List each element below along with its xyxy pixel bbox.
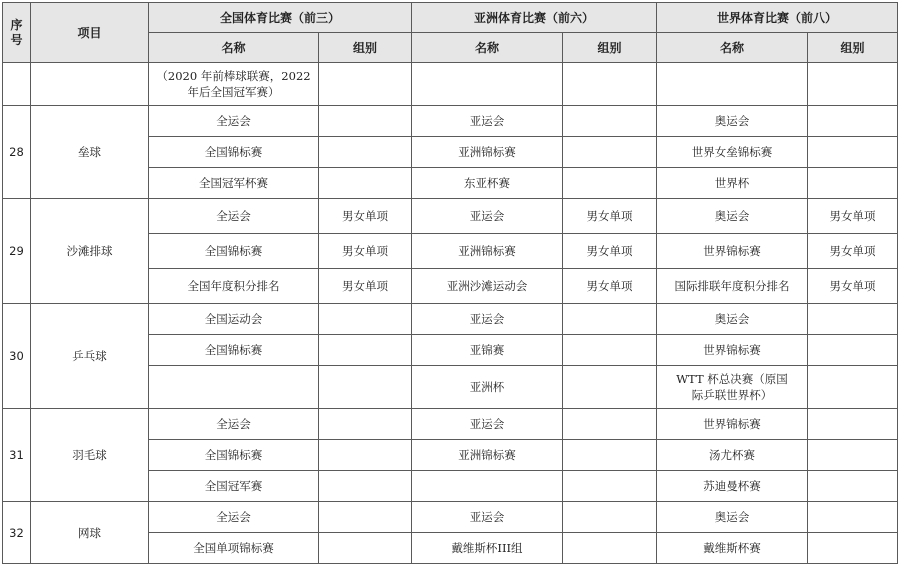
national-event-group: [319, 366, 412, 409]
world-event-group: [808, 409, 898, 440]
world-event-group: 男女单项: [808, 234, 898, 269]
sport-name: 乒乓球: [31, 304, 149, 409]
table-row: [3, 199, 898, 234]
header-national-name: 名称: [149, 33, 319, 63]
header-asian-name: 名称: [412, 33, 563, 63]
asian-event-group: [563, 335, 657, 366]
table-row: [3, 106, 898, 137]
world-event-group: [808, 168, 898, 199]
national-event-group: 男女单项: [319, 234, 412, 269]
national-event-name: 全国年度积分排名: [149, 269, 319, 304]
sport-name: 垒球: [31, 106, 149, 199]
world-event-name: 汤尤杯赛: [657, 440, 808, 471]
national-event-name: 全国单项锦标赛: [149, 533, 319, 564]
asian-event-group: 男女单项: [563, 269, 657, 304]
table-wrapper: [2, 2, 898, 564]
world-event-group: [808, 533, 898, 564]
national-event-group: [319, 335, 412, 366]
header-seq: 序号: [3, 3, 31, 63]
sports-body: [3, 106, 898, 564]
world-event-group: [808, 366, 898, 409]
header-world-name: 名称: [657, 33, 808, 63]
world-event-group: [808, 502, 898, 533]
national-event-name: [149, 366, 319, 409]
national-event-group: 男女单项: [319, 199, 412, 234]
asian-event-group: 男女单项: [563, 234, 657, 269]
cell-empty: [412, 63, 563, 106]
national-event-name: 全国锦标赛: [149, 234, 319, 269]
asian-event-group: [563, 440, 657, 471]
asian-event-name: 亚洲沙滩运动会: [412, 269, 563, 304]
world-event-group: [808, 471, 898, 502]
cell-empty: [31, 63, 149, 106]
national-event-name: 全国冠军赛: [149, 471, 319, 502]
world-event-group: 男女单项: [808, 199, 898, 234]
continuation-national-name: （2020 年前棒球联赛，2022 年后全国冠军赛）: [149, 63, 319, 106]
asian-event-name: 亚运会: [412, 502, 563, 533]
continuation-row: [3, 63, 898, 106]
sport-number: 28: [3, 106, 31, 199]
national-event-name: 全运会: [149, 106, 319, 137]
cell-empty: [563, 63, 657, 106]
world-event-name: 国际排联年度积分排名: [657, 269, 808, 304]
asian-event-group: [563, 533, 657, 564]
asian-event-name: 东亚杯赛: [412, 168, 563, 199]
header-asian: 亚洲体育比赛（前六）: [412, 3, 657, 33]
national-event-group: [319, 168, 412, 199]
world-event-name: 世界锦标赛: [657, 335, 808, 366]
world-event-name: 苏迪曼杯赛: [657, 471, 808, 502]
sport-name: 沙滩排球: [31, 199, 149, 304]
sport-number: 32: [3, 502, 31, 564]
world-event-name: 世界女垒锦标赛: [657, 137, 808, 168]
asian-event-group: [563, 409, 657, 440]
world-event-name: 世界锦标赛: [657, 234, 808, 269]
asian-event-name: 亚锦赛: [412, 335, 563, 366]
national-event-group: [319, 440, 412, 471]
sport-name: 网球: [31, 502, 149, 564]
national-event-group: [319, 533, 412, 564]
asian-event-group: [563, 168, 657, 199]
sport-number: 30: [3, 304, 31, 409]
header-item: 项目: [31, 3, 149, 63]
world-event-group: 男女单项: [808, 269, 898, 304]
asian-event-name: 亚洲锦标赛: [412, 440, 563, 471]
cell-empty: [319, 63, 412, 106]
header-national: 全国体育比赛（前三）: [149, 3, 412, 33]
national-event-group: [319, 137, 412, 168]
header-row-main: [3, 3, 898, 33]
world-event-name: 奥运会: [657, 304, 808, 335]
world-event-group: [808, 304, 898, 335]
asian-event-group: [563, 106, 657, 137]
header-world-group: 组别: [808, 33, 898, 63]
header-asian-group: 组别: [563, 33, 657, 63]
asian-event-name: 戴维斯杯III组: [412, 533, 563, 564]
sport-number: 29: [3, 199, 31, 304]
world-event-group: [808, 440, 898, 471]
sports-competition-table: [2, 2, 898, 564]
header-national-group: 组别: [319, 33, 412, 63]
world-event-name: 奥运会: [657, 106, 808, 137]
sport-name: 羽毛球: [31, 409, 149, 502]
national-event-name: 全国锦标赛: [149, 440, 319, 471]
cell-empty: [808, 63, 898, 106]
national-event-name: 全国锦标赛: [149, 335, 319, 366]
asian-event-group: [563, 304, 657, 335]
asian-event-name: 亚运会: [412, 304, 563, 335]
asian-event-name: 亚运会: [412, 106, 563, 137]
national-event-name: 全国锦标赛: [149, 137, 319, 168]
header-world: 世界体育比赛（前八）: [657, 3, 898, 33]
table-row: [3, 304, 898, 335]
national-event-name: 全运会: [149, 502, 319, 533]
world-event-name: WTT 杯总决赛（原国际乒联世界杯）: [657, 366, 808, 409]
asian-event-name: [412, 471, 563, 502]
national-event-group: [319, 409, 412, 440]
world-event-name: 奥运会: [657, 199, 808, 234]
asian-event-name: 亚运会: [412, 199, 563, 234]
cell-empty: [657, 63, 808, 106]
national-event-name: 全运会: [149, 199, 319, 234]
national-event-name: 全国运动会: [149, 304, 319, 335]
national-event-name: 全运会: [149, 409, 319, 440]
world-event-group: [808, 106, 898, 137]
asian-event-name: 亚运会: [412, 409, 563, 440]
asian-event-group: 男女单项: [563, 199, 657, 234]
world-event-name: 世界杯: [657, 168, 808, 199]
asian-event-group: [563, 366, 657, 409]
national-event-group: [319, 304, 412, 335]
world-event-group: [808, 137, 898, 168]
sport-number: 31: [3, 409, 31, 502]
national-event-group: [319, 106, 412, 137]
asian-event-group: [563, 471, 657, 502]
world-event-name: 奥运会: [657, 502, 808, 533]
table-row: [3, 409, 898, 440]
asian-event-name: 亚洲锦标赛: [412, 234, 563, 269]
world-event-name: 戴维斯杯赛: [657, 533, 808, 564]
asian-event-group: [563, 137, 657, 168]
asian-event-name: 亚洲杯: [412, 366, 563, 409]
cell-empty: [3, 63, 31, 106]
asian-event-group: [563, 502, 657, 533]
table-row: [3, 502, 898, 533]
national-event-group: 男女单项: [319, 269, 412, 304]
world-event-name: 世界锦标赛: [657, 409, 808, 440]
asian-event-name: 亚洲锦标赛: [412, 137, 563, 168]
world-event-group: [808, 335, 898, 366]
national-event-group: [319, 471, 412, 502]
national-event-name: 全国冠军杯赛: [149, 168, 319, 199]
national-event-group: [319, 502, 412, 533]
